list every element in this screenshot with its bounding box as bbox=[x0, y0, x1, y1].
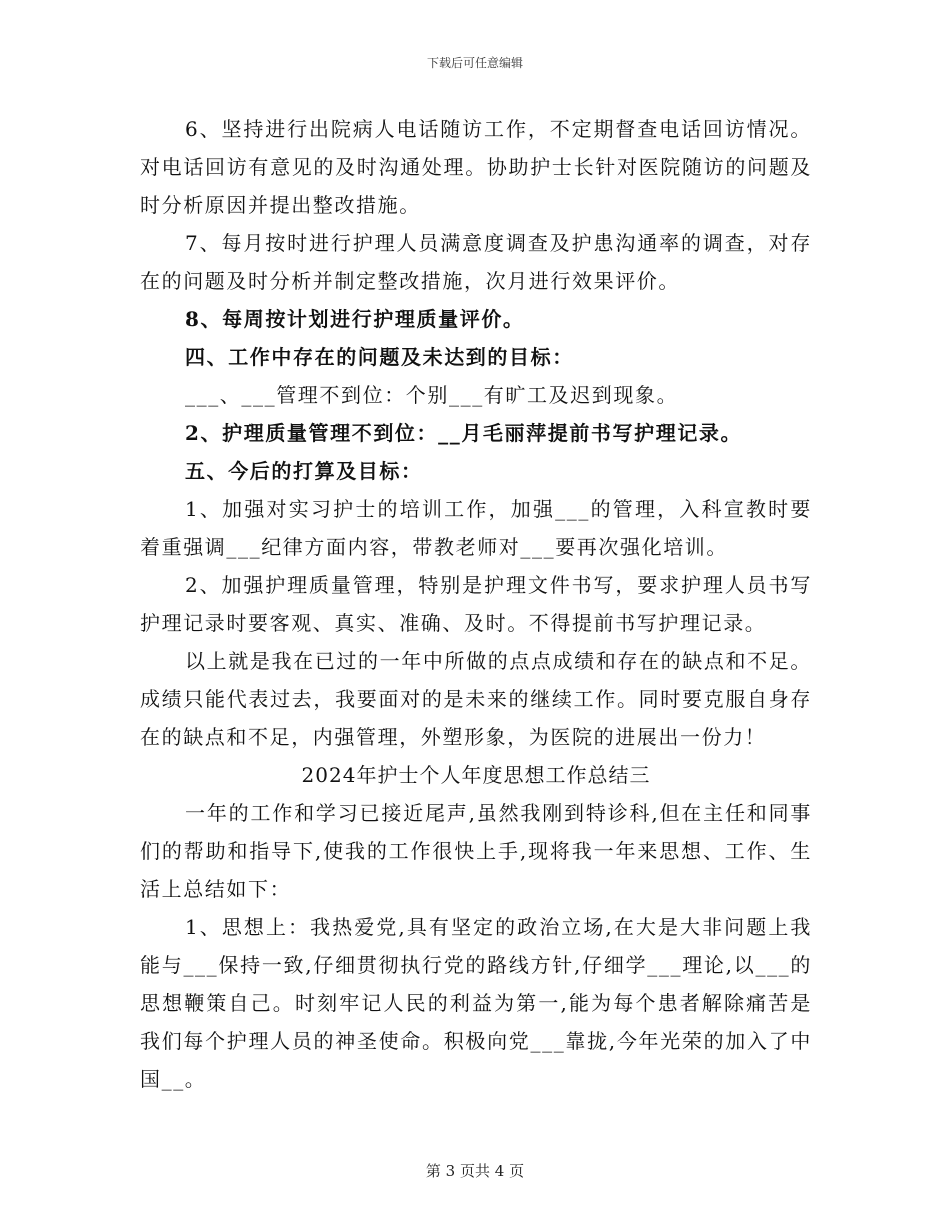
document-body bbox=[140, 110, 812, 1098]
paragraph-plan-2: 2、加强护理质量管理，特别是护理文件书写，要求护理人员书写护理记录时要客观、真实、准确、及时。不得提前书写护理记录。 bbox=[140, 573, 812, 635]
page-header: 下载后可任意编辑 bbox=[426, 56, 523, 70]
paragraph-intro: 一年的工作和学习已接近尾声,虽然我刚到特诊科,但在主任和同事们的帮助和指导下,使我的工作很快上手,现将我一年来思想、工作、生活上总结如下： bbox=[140, 801, 812, 901]
paragraph-item-6: 6、坚持进行出院病人电话随访工作，不定期督查电话回访情况。对电话回访有意见的及时沟通处理。协助护士长针对医院随访的问题及时分析原因并提出整改措施。 bbox=[140, 117, 812, 217]
page-footer: 第 3 页共 4 页 bbox=[425, 1162, 525, 1180]
paragraph-problem-1: ___、___管理不到位：个别___有旷工及迟到现象。 bbox=[185, 383, 679, 407]
section-heading-problems: 四、工作中存在的问题及未达到的目标： bbox=[185, 345, 574, 369]
paragraph-plan-1: 1、加强对实习护士的培训工作，加强___的管理，入科宣教时要着重强调___纪律方面内容，带教老师对___要再次强化培训。 bbox=[140, 497, 812, 559]
paragraph-conclusion: 以上就是我在已过的一年中所做的点点成绩和存在的缺点和不足。成绩只能代表过去，我要面对的是未来的继续工作。同时要克服自身存在的缺点和不足，内强管理，外塑形象，为医院的进展出一份力！ bbox=[140, 649, 812, 749]
paragraph-item-8: 8、每周按计划进行护理质量评价。 bbox=[185, 307, 525, 331]
paragraph-problem-2: 2、护理质量管理不到位：__月毛丽萍提前书写护理记录。 bbox=[185, 421, 743, 445]
section-title: 2024年护士个人年度思想工作总结三 bbox=[301, 763, 651, 787]
section-heading-plans: 五、今后的打算及目标： bbox=[185, 459, 423, 483]
paragraph-thought: 1、思想上：我热爱党,具有坚定的政治立场,在大是大非问题上我能与___保持一致,仔细贯彻执行党的路线方针,仔细学___理论,以___的思想鞭策自己。时刻牢记人民的利益为第一,能为每个患者解除痛苦是我们每个护理人员的神圣使命。积极向党___靠拢,今年光荣的加入了中国__。 bbox=[140, 915, 812, 1091]
paragraph-item-7: 7、每月按时进行护理人员满意度调查及护患沟通率的调查，对存在的问题及时分析并制定整改措施，次月进行效果评价。 bbox=[140, 231, 812, 293]
